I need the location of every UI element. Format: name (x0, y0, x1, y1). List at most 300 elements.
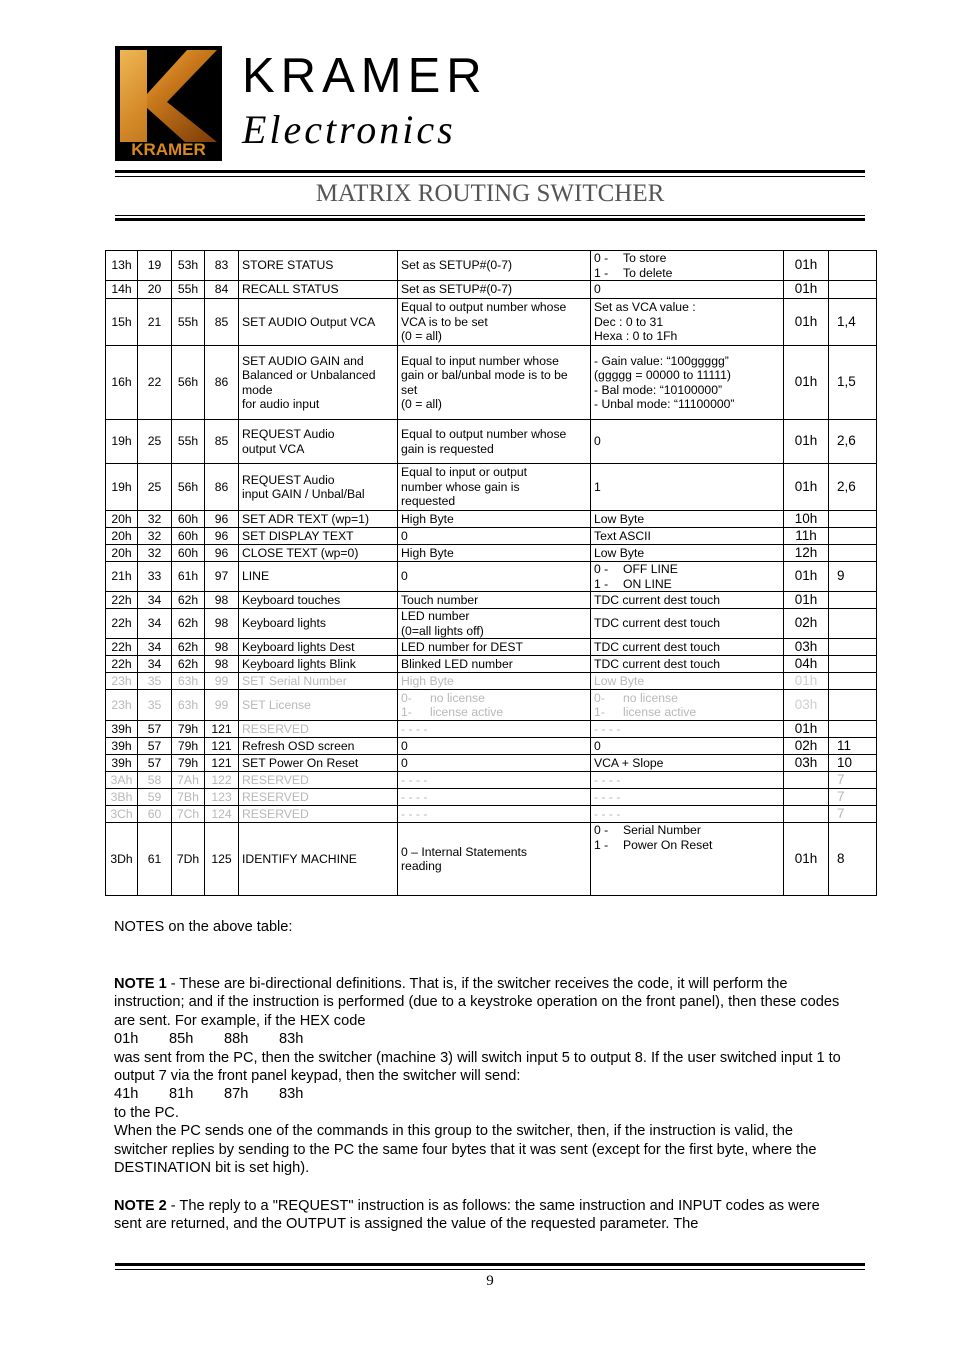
output-definition-cell (591, 772, 784, 789)
instruction-code-text: 63h (177, 673, 199, 688)
instruction-byte-text: 96 (214, 528, 229, 543)
instruction-dec-cell (138, 656, 172, 673)
command-table-body (106, 251, 877, 896)
definition-text: - - - - (401, 789, 428, 804)
instruction-dec-cell (138, 823, 172, 896)
instruction-code-text: 79h (177, 738, 199, 753)
output-definition-text: 0 (594, 738, 601, 753)
instruction-code-text: 60h (177, 511, 199, 526)
instruction-byte-cell (205, 609, 239, 639)
instruction-code-text: 7Dh (176, 851, 200, 866)
option-line (594, 823, 780, 838)
instruction-code-text: 55h (177, 434, 199, 449)
table-row (106, 738, 877, 755)
instruction-byte-cell (205, 562, 239, 592)
function-name-cell (239, 806, 398, 823)
byte-count-cell: 10h (784, 511, 829, 528)
definition-text: 0 (401, 528, 408, 543)
output-definition-cell (591, 806, 784, 823)
note-ref-cell: 1,5 (829, 346, 877, 420)
instruction-dec-text: 21 (147, 314, 162, 329)
instruction-dec-cell (138, 690, 172, 721)
table-row (106, 673, 877, 690)
instruction-byte-cell (205, 738, 239, 755)
instruction-byte-cell (205, 511, 239, 528)
instruction-byte-cell (205, 806, 239, 823)
instruction-hex-text: 21h (111, 569, 132, 584)
hex-code: 01h (114, 1031, 139, 1048)
instruction-byte-text: 96 (214, 511, 229, 526)
option-line (594, 251, 780, 266)
definition-cell (398, 690, 591, 721)
instruction-byte-text: 125 (211, 851, 232, 866)
definition-cell (398, 656, 591, 673)
instruction-byte-text: 121 (211, 755, 232, 770)
byte-count-cell: 01h (784, 721, 829, 738)
instruction-byte-text: 84 (214, 282, 229, 297)
byte-count-cell: 03h (784, 639, 829, 656)
hex-code: 87h (224, 1086, 249, 1103)
instruction-dec-cell (138, 806, 172, 823)
output-definition-text: TDC current dest touch (594, 656, 720, 671)
instruction-dec-cell (138, 592, 172, 609)
instruction-code-cell (172, 420, 205, 464)
instruction-dec-text: 34 (147, 592, 162, 607)
table-row (106, 656, 877, 673)
instruction-hex-text: 3Bh (110, 789, 133, 804)
function-name-text: Refresh OSD screen (242, 738, 355, 753)
instruction-hex-text: 15h (111, 314, 132, 329)
instruction-hex-cell (106, 281, 138, 299)
table-row (106, 690, 877, 721)
definition-cell (398, 592, 591, 609)
note-ref-cell (829, 609, 877, 639)
output-definition-text: Low Byte (594, 545, 645, 560)
instruction-hex-cell (106, 420, 138, 464)
function-name-cell (239, 656, 398, 673)
instruction-code-cell (172, 690, 205, 721)
instruction-dec-text: 60 (147, 806, 162, 821)
instruction-dec-text: 32 (147, 511, 162, 526)
definition-text: Equal to output number whose VCA is to be set (0 = all) (401, 300, 567, 344)
definition-text: 0 (401, 569, 408, 584)
output-definition-cell (591, 656, 784, 673)
note-ref-cell (829, 281, 877, 299)
instruction-hex-cell (106, 609, 138, 639)
instruction-code-cell (172, 673, 205, 690)
instruction-code-text: 62h (177, 592, 199, 607)
instruction-code-cell (172, 806, 205, 823)
notes-section (114, 918, 844, 936)
function-name-text: SET AUDIO GAIN and Balanced or Unbalanced mode for audio input (242, 353, 376, 411)
output-definition-text: 0 (594, 434, 601, 449)
instruction-hex-cell (106, 528, 138, 545)
function-name-cell (239, 721, 398, 738)
definition-cell (398, 545, 591, 562)
output-definition-cell (591, 346, 784, 420)
table-row (106, 639, 877, 656)
definition-cell (398, 789, 591, 806)
instruction-byte-cell (205, 346, 239, 420)
instruction-hex-cell (106, 346, 138, 420)
byte-count-cell: 01h (784, 673, 829, 690)
definition-text: Touch number (401, 592, 479, 607)
instruction-code-text: 7Bh (177, 789, 199, 804)
output-definition-cell (591, 609, 784, 639)
instruction-code-cell (172, 251, 205, 281)
function-name-text: Keyboard touches (242, 592, 341, 607)
note-ref-cell: 8 (829, 823, 877, 896)
output-definition-text: Set as VCA value : Dec : 0 to 31 Hexa : 0 to 1Fh (594, 300, 696, 344)
instruction-code-text: 7Ch (176, 806, 200, 821)
byte-count-cell (784, 806, 829, 823)
output-definition-text: - - - - (594, 806, 621, 821)
instruction-hex-text: 39h (111, 755, 132, 770)
note-ref-cell (829, 656, 877, 673)
byte-count-cell: 01h (784, 592, 829, 609)
function-name-cell (239, 299, 398, 346)
instruction-byte-cell (205, 789, 239, 806)
table-row (106, 464, 877, 511)
table-row (106, 823, 877, 896)
output-definition-cell (591, 690, 784, 721)
output-definition-cell (591, 299, 784, 346)
instruction-byte-cell (205, 721, 239, 738)
definition-text: - - - - (401, 772, 428, 787)
definition-text: Set as SETUP#(0-7) (401, 282, 513, 297)
byte-count-cell: 01h (784, 420, 829, 464)
instruction-hex-text: 23h (111, 673, 132, 688)
byte-count-cell: 01h (784, 346, 829, 420)
definition-cell (398, 511, 591, 528)
byte-count-cell: 01h (784, 562, 829, 592)
instruction-code-text: 7Ah (177, 772, 199, 787)
definition-cell (398, 823, 591, 896)
output-definition-cell (591, 281, 784, 299)
output-definition-cell (591, 721, 784, 738)
instruction-code-text: 61h (177, 569, 199, 584)
instruction-hex-cell (106, 755, 138, 772)
table-row (106, 545, 877, 562)
definition-cell (398, 721, 591, 738)
instruction-dec-cell (138, 721, 172, 738)
table-row (106, 420, 877, 464)
instruction-hex-cell (106, 592, 138, 609)
document-title: MATRIX ROUTING SWITCHER (315, 180, 665, 207)
note-ref-cell: 7 (829, 806, 877, 823)
table-row (106, 789, 877, 806)
byte-count-cell: 02h (784, 609, 829, 639)
instruction-dec-text: 33 (147, 569, 162, 584)
instruction-byte-text: 83 (214, 258, 229, 273)
note-ref-cell: 2,6 (829, 464, 877, 511)
instruction-code-cell (172, 609, 205, 639)
instruction-dec-text: 25 (147, 434, 162, 449)
byte-count-cell: 01h (784, 823, 829, 896)
instruction-hex-cell (106, 806, 138, 823)
function-name-cell (239, 511, 398, 528)
option-label: no license (430, 690, 485, 705)
table-row (106, 609, 877, 639)
definition-cell (398, 420, 591, 464)
function-name-text: CLOSE TEXT (wp=0) (242, 545, 359, 560)
option-label: license active (430, 705, 504, 719)
instruction-code-cell (172, 562, 205, 592)
instruction-dec-cell (138, 511, 172, 528)
function-name-text: Keyboard lights (242, 616, 327, 631)
instruction-dec-text: 57 (147, 721, 162, 736)
note-ref-cell: 1,4 (829, 299, 877, 346)
instruction-hex-cell (106, 772, 138, 789)
option-line (594, 266, 780, 281)
option-label: To store (623, 251, 667, 265)
byte-count-cell: 01h (784, 281, 829, 299)
function-name-text: Keyboard lights Dest (242, 639, 355, 654)
definition-text: Equal to output number whose gain is requested (401, 427, 567, 456)
instruction-code-cell (172, 511, 205, 528)
option-line (594, 577, 780, 592)
function-name-text: SET Power On Reset (242, 755, 359, 770)
output-definition-text: Text ASCII (594, 528, 651, 543)
output-definition-text: 1 (594, 479, 601, 494)
option-line (594, 691, 780, 706)
note-ref-cell: 9 (829, 562, 877, 592)
table-row (106, 281, 877, 299)
instruction-dec-cell (138, 562, 172, 592)
page-number: 9 (486, 1273, 494, 1289)
instruction-hex-text: 20h (111, 528, 132, 543)
definition-cell (398, 738, 591, 755)
option-label: no license (623, 690, 678, 705)
instruction-dec-cell (138, 299, 172, 346)
option-line (594, 705, 780, 720)
option-number: 1- (594, 705, 605, 719)
definition-text: High Byte (401, 545, 454, 560)
instruction-dec-cell (138, 281, 172, 299)
option-number: 0 - (594, 823, 609, 837)
function-name-text: RESERVED (242, 806, 309, 821)
option-line (401, 705, 587, 720)
hex-code: 85h (169, 1031, 194, 1048)
definition-text: High Byte (401, 511, 454, 526)
note-ref-cell: 10 (829, 755, 877, 772)
instruction-byte-cell (205, 251, 239, 281)
instruction-code-cell (172, 656, 205, 673)
function-name-cell (239, 673, 398, 690)
instruction-hex-cell (106, 251, 138, 281)
byte-count-cell: 03h (784, 755, 829, 772)
output-definition-cell (591, 511, 784, 528)
instruction-byte-cell (205, 420, 239, 464)
title-rule-thick (115, 218, 865, 221)
table-row (106, 251, 877, 281)
note-ref-cell (829, 545, 877, 562)
output-definition-text: TDC current dest touch (594, 616, 720, 631)
output-definition-cell (591, 789, 784, 806)
table-row (106, 562, 877, 592)
option-label: ON LINE (623, 576, 672, 591)
instruction-dec-cell (138, 251, 172, 281)
instruction-byte-cell (205, 823, 239, 896)
instruction-code-text: 60h (177, 528, 199, 543)
option-number: 0 - (594, 251, 609, 265)
instruction-byte-text: 99 (214, 697, 229, 712)
instruction-hex-text: 23h (111, 697, 132, 712)
note-ref-cell (829, 592, 877, 609)
instruction-code-cell (172, 528, 205, 545)
footer-rule-thick (115, 1263, 865, 1266)
definition-cell (398, 806, 591, 823)
instruction-byte-cell (205, 639, 239, 656)
instruction-hex-cell (106, 690, 138, 721)
instruction-dec-text: 22 (147, 375, 162, 390)
instruction-code-text: 62h (177, 616, 199, 631)
output-definition-text: - - - - (594, 789, 621, 804)
output-definition-text: VCA + Slope (594, 755, 664, 770)
hex-code-sequence-2 (114, 1085, 844, 1103)
instruction-hex-cell (106, 464, 138, 511)
instruction-byte-text: 123 (211, 789, 232, 804)
instruction-hex-text: 16h (111, 375, 132, 390)
function-name-cell (239, 528, 398, 545)
hex-code: 83h (279, 1086, 304, 1103)
definition-text: Equal to input number whose gain or bal/unbal mode is to be set (0 = all) (401, 353, 568, 411)
brand-name: KRAMER (242, 49, 488, 103)
instruction-dec-text: 19 (147, 258, 162, 273)
option-number: 1 - (594, 837, 609, 852)
output-definition-cell (591, 545, 784, 562)
definition-text: - - - - (401, 721, 428, 736)
function-name-cell (239, 789, 398, 806)
byte-count-cell: 02h (784, 738, 829, 755)
output-definition-text: Low Byte (594, 511, 645, 526)
function-name-cell (239, 609, 398, 639)
instruction-dec-text: 61 (147, 851, 162, 866)
definition-text: LED number for DEST (401, 639, 523, 654)
option-number: 1 - (594, 265, 609, 280)
instruction-dec-cell (138, 772, 172, 789)
instruction-byte-cell (205, 772, 239, 789)
note-ref-cell: 2,6 (829, 420, 877, 464)
instruction-dec-cell (138, 464, 172, 511)
table-row (106, 511, 877, 528)
function-name-text: SET ADR TEXT (wp=1) (242, 511, 369, 526)
instruction-code-cell (172, 823, 205, 896)
instruction-dec-cell (138, 420, 172, 464)
instruction-dec-cell (138, 755, 172, 772)
hex-code: 83h (279, 1031, 304, 1048)
header-rule-thin (115, 176, 865, 177)
function-name-cell (239, 251, 398, 281)
instruction-byte-cell (205, 545, 239, 562)
function-name-text: RESERVED (242, 789, 309, 804)
output-definition-text: TDC current dest touch (594, 592, 720, 607)
instruction-hex-text: 20h (111, 511, 132, 526)
instruction-byte-text: 98 (214, 656, 229, 671)
byte-count-cell: 12h (784, 545, 829, 562)
instruction-hex-cell (106, 511, 138, 528)
instruction-hex-text: 3Ah (110, 772, 133, 787)
instruction-code-cell (172, 592, 205, 609)
instruction-dec-text: 59 (147, 789, 162, 804)
instruction-byte-cell (205, 656, 239, 673)
function-name-cell (239, 562, 398, 592)
instruction-hex-text: 39h (111, 738, 132, 753)
instruction-hex-cell (106, 639, 138, 656)
function-name-cell (239, 755, 398, 772)
definition-cell (398, 464, 591, 511)
instruction-hex-cell (106, 656, 138, 673)
output-definition-text: - - - - (594, 721, 621, 736)
note-ref-cell (829, 690, 877, 721)
hex-code: 88h (224, 1031, 249, 1048)
instruction-hex-cell (106, 299, 138, 346)
definition-text: Set as SETUP#(0-7) (401, 258, 513, 273)
instruction-hex-text: 19h (111, 434, 132, 449)
instruction-byte-text: 85 (214, 434, 229, 449)
function-name-cell (239, 464, 398, 511)
instruction-hex-text: 22h (111, 639, 132, 654)
instruction-code-cell (172, 721, 205, 738)
definition-cell (398, 755, 591, 772)
function-name-text: RESERVED (242, 772, 309, 787)
title-rule-thin (115, 215, 865, 216)
note-ref-cell (829, 511, 877, 528)
option-line (594, 562, 780, 577)
instruction-hex-text: 20h (111, 545, 132, 560)
definition-cell (398, 281, 591, 299)
hex-code-sequence-1 (114, 1030, 844, 1048)
output-definition-cell (591, 464, 784, 511)
instruction-code-text: 63h (177, 697, 199, 712)
option-label: Serial Number (623, 823, 701, 837)
command-table (105, 250, 877, 896)
byte-count-cell (784, 772, 829, 789)
note-1-label: NOTE 1 (114, 976, 167, 992)
output-definition-cell (591, 673, 784, 690)
note-2-label: NOTE 2 (114, 1198, 167, 1214)
instruction-dec-text: 25 (147, 479, 162, 494)
option-label: license active (623, 705, 697, 719)
note-2-text: - The reply to a "REQUEST" instruction is as follows: the same instruction and INPUT codes as were sent are returned, and the OUTPUT is assigned the value of the requested parameter. The (114, 1198, 820, 1233)
function-name-cell (239, 738, 398, 755)
instruction-dec-text: 20 (147, 282, 162, 297)
instruction-dec-cell (138, 545, 172, 562)
definition-text: 0 – Internal Statements reading (401, 844, 528, 873)
instruction-byte-text: 122 (211, 772, 232, 787)
instruction-code-cell (172, 772, 205, 789)
function-name-cell (239, 281, 398, 299)
instruction-byte-text: 85 (214, 314, 229, 329)
note-ref-cell (829, 721, 877, 738)
table-row (106, 592, 877, 609)
instruction-code-text: 62h (177, 656, 199, 671)
definition-cell (398, 639, 591, 656)
function-name-text: SET AUDIO Output VCA (242, 314, 376, 329)
instruction-code-cell (172, 464, 205, 511)
logo-wordmark: KRAMER (131, 140, 206, 159)
instruction-dec-cell (138, 789, 172, 806)
instruction-byte-text: 121 (211, 738, 232, 753)
instruction-code-cell (172, 789, 205, 806)
instruction-code-cell (172, 545, 205, 562)
notes-intro: NOTES on the above table: (114, 919, 293, 935)
byte-count-cell: 03h (784, 690, 829, 721)
note-ref-cell (829, 528, 877, 545)
instruction-hex-cell (106, 545, 138, 562)
output-definition-text: Low Byte (594, 673, 645, 688)
instruction-hex-text: 14h (111, 282, 132, 297)
